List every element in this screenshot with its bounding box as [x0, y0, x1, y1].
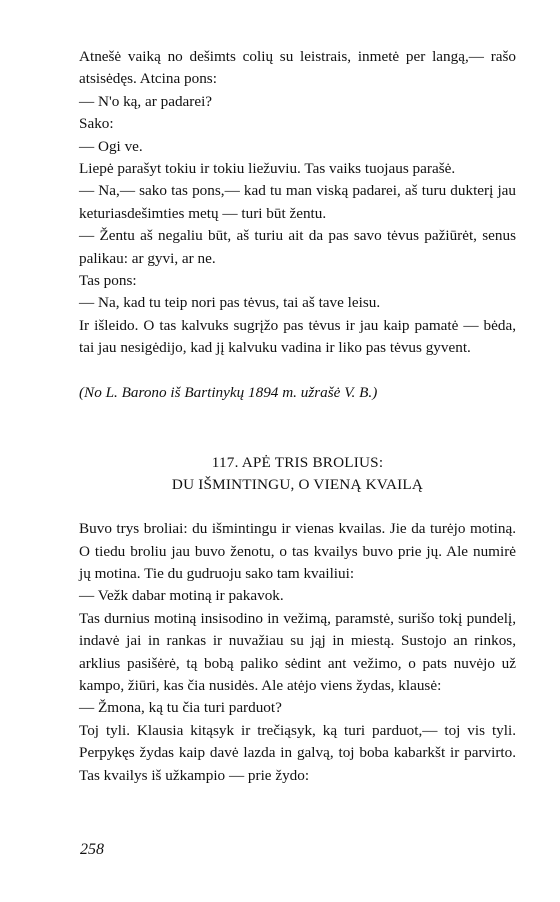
dialogue-line: — Ogi ve.	[79, 137, 143, 155]
dialogue-line: — Žentu aš negaliu būt, aš turiu ait da pas savo tėvus pažiūrėt, senus palikau: ar gyvi, ar ne.	[79, 227, 516, 267]
source-note: (No L. Barono iš Bartinykų 1894 m. užrašė V. B.)	[79, 383, 378, 401]
story-heading-line-1: 117. APĖ TRIS BROLIUS:	[211, 454, 384, 472]
page-body	[79, 46, 516, 787]
paragraph: Liepė parašyt tokiu ir tokiu liežuviu. Tas vaiks tuojaus parašė.	[79, 160, 456, 178]
story-heading-line-2: DU IŠMINTINGU, O VIENĄ KVAILĄ	[171, 476, 424, 494]
page-number: 258	[80, 841, 104, 858]
paragraph: Buvo trys broliai: du išmintingu ir vienas kvailas. Jie da turėjo motiną. O tiedu broliu jau buvo ženotu, o tas kvailys buvo prie jų. Ale numirė jų motina. Tie du gudruoju sako tam kvailiui:	[79, 520, 516, 582]
dialogue-line: — Na,— sako tas pons,— kad tu man viską padarei, aš turu dukterį jau keturiasdešimties metų — turi būt žentu.	[79, 182, 516, 222]
story-heading	[79, 452, 516, 496]
dialogue-line: — N'o ką, ar padarei?	[79, 92, 213, 110]
paragraph: Toj tyli. Klausia kitąsyk ir trečiąsyk, ką turi parduot,— toj vis tyli. Perpykęs žydas kaip davė lazda in galvą, toj boba kabarkšt ir parvirto. Tas kvailys iš užkampio — prie žydo:	[79, 721, 516, 784]
dialogue-line: — Vežk dabar motiną ir pakavok.	[79, 587, 284, 605]
paragraph: Sako:	[79, 115, 114, 133]
paragraph: Atnešė vaiką no dešimts colių su leistrais, inmetė per langą,— rašo atsisėdęs. Atcina pons:	[79, 48, 516, 88]
paragraph: Tas pons:	[79, 272, 137, 290]
dialogue-line: — Žmona, ką tu čia turi parduot?	[79, 699, 282, 717]
paragraph: Tas durnius motiną insisodino in vežimą, paramstė, surišo tokį pundelį, indavė jai in rankas ir nuvažiau su jąj in miestą. Sustojo an rinkos, arklius pasišėrė, tą bobą paliko sėdint ant vežimo, o pats nuvėjo už kampo, žiūri, kas čia nusidės. Ale atėjo viens žydas, klausė:	[79, 609, 516, 694]
dialogue-line: — Na, kad tu teip nori pas tėvus, tai aš tave leisu.	[79, 294, 381, 312]
paragraph: Ir išleido. O tas kalvuks sugrįžo pas tėvus ir jau kaip pamatė — bėda, tai jau nesigėdijo, kad jį kalvuku vadina ir liko pas tėvus gyvent.	[79, 316, 516, 357]
